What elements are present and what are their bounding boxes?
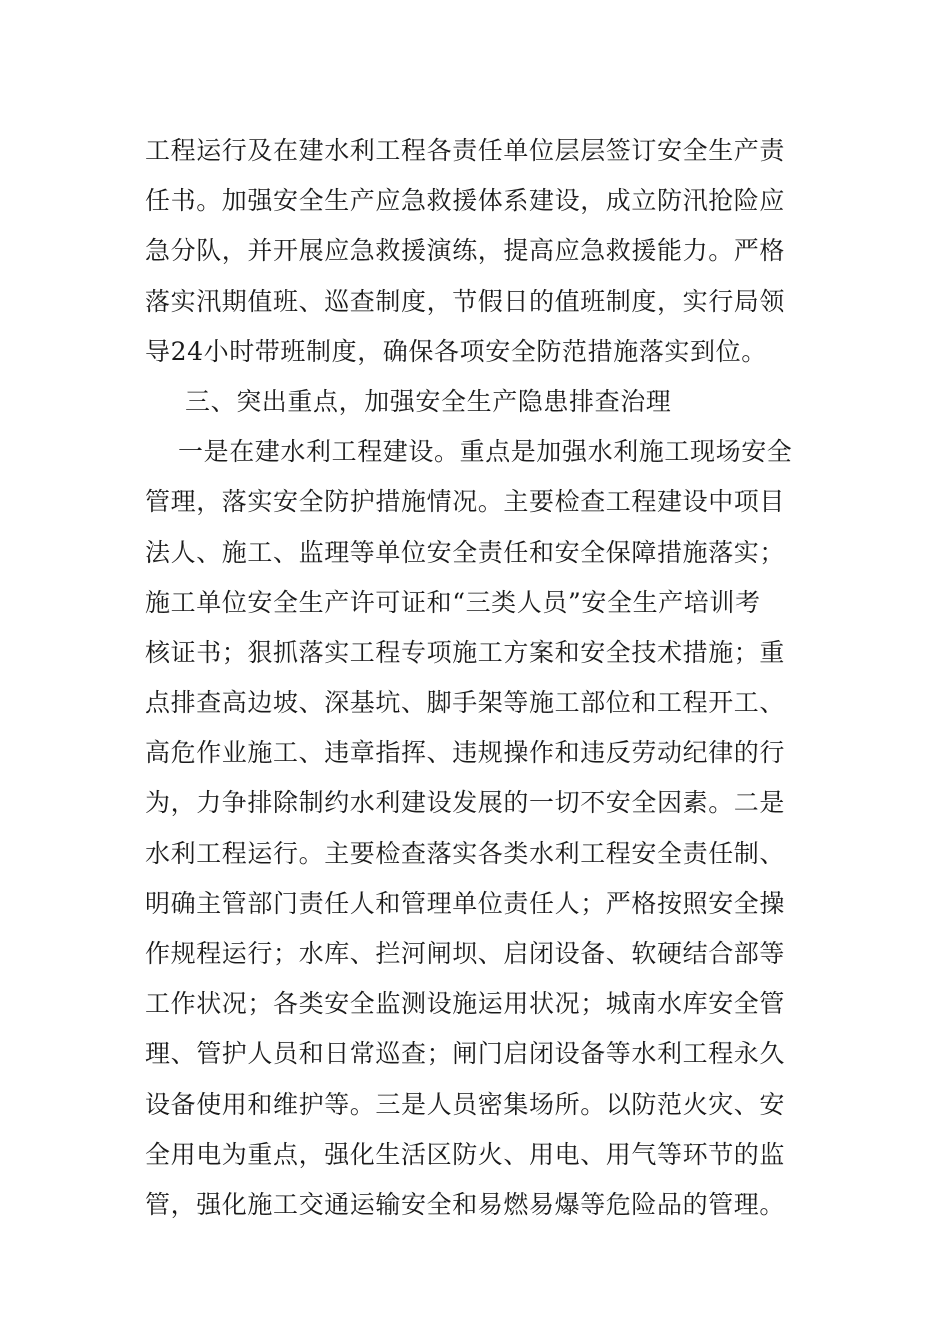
text-line: 水利工程运行。主要检查落实各类水利工程安全责任制、	[145, 838, 786, 868]
text-line: 点排查高边坡、深基坑、脚手架等施工部位和工程开工、	[145, 688, 786, 718]
text-line: 施工单位安全生产许可证和“三类人员”安全生产培训考	[145, 587, 761, 617]
text-line: 核证书；狠抓落实工程专项施工方案和安全技术措施；重	[145, 637, 786, 667]
text-line: 设备使用和维护等。三是人员密集场所。以防范火灾、安	[145, 1089, 786, 1119]
text-line: 全用电为重点，强化生活区防火、用电、用气等环节的监	[145, 1139, 786, 1169]
text-line: 落实汛期值班、巡查制度，节假日的值班制度，实行局领	[145, 286, 786, 316]
text-line: 为，力争排除制约水利建设发展的一切不安全因素。二是	[145, 788, 786, 818]
text-line: 工作状况；各类安全监测设施运用状况；城南水库安全管	[145, 989, 786, 1019]
text-line: 急分队，并开展应急救援演练，提高应急救援能力。严格	[145, 236, 786, 266]
text-line: 法人、施工、监理等单位安全责任和安全保障措施落实；	[145, 537, 786, 567]
text-line: 高危作业施工、违章指挥、违规操作和违反劳动纪律的行	[145, 738, 786, 768]
body-text	[145, 126, 810, 1230]
text-line: 导24小时带班制度，确保各项安全防范措施落实到位。	[145, 336, 767, 366]
text-line: 作规程运行；水库、拦河闸坝、启闭设备、软硬结合部等	[145, 939, 786, 968]
text-line: 工程运行及在建水利工程各责任单位层层签订安全生产责	[145, 136, 786, 165]
text-line: 理、管护人员和日常巡查；闸门启闭设备等水利工程永久	[145, 1039, 786, 1069]
section-heading: 三、突出重点，加强安全生产隐患排查治理	[185, 386, 672, 416]
text-line: 管理，落实安全防护措施情况。主要检查工程建设中项目	[145, 487, 786, 517]
text-line: 一是在建水利工程建设。重点是加强水利施工现场安全	[178, 437, 793, 467]
text-line: 管，强化施工交通运输安全和易燃易爆等危险品的管理。	[145, 1189, 786, 1219]
text-line: 明确主管部门责任人和管理单位责任人；严格按照安全操	[145, 888, 786, 918]
text-line: 任书。加强安全生产应急救援体系建设，成立防汛抢险应	[145, 186, 786, 216]
